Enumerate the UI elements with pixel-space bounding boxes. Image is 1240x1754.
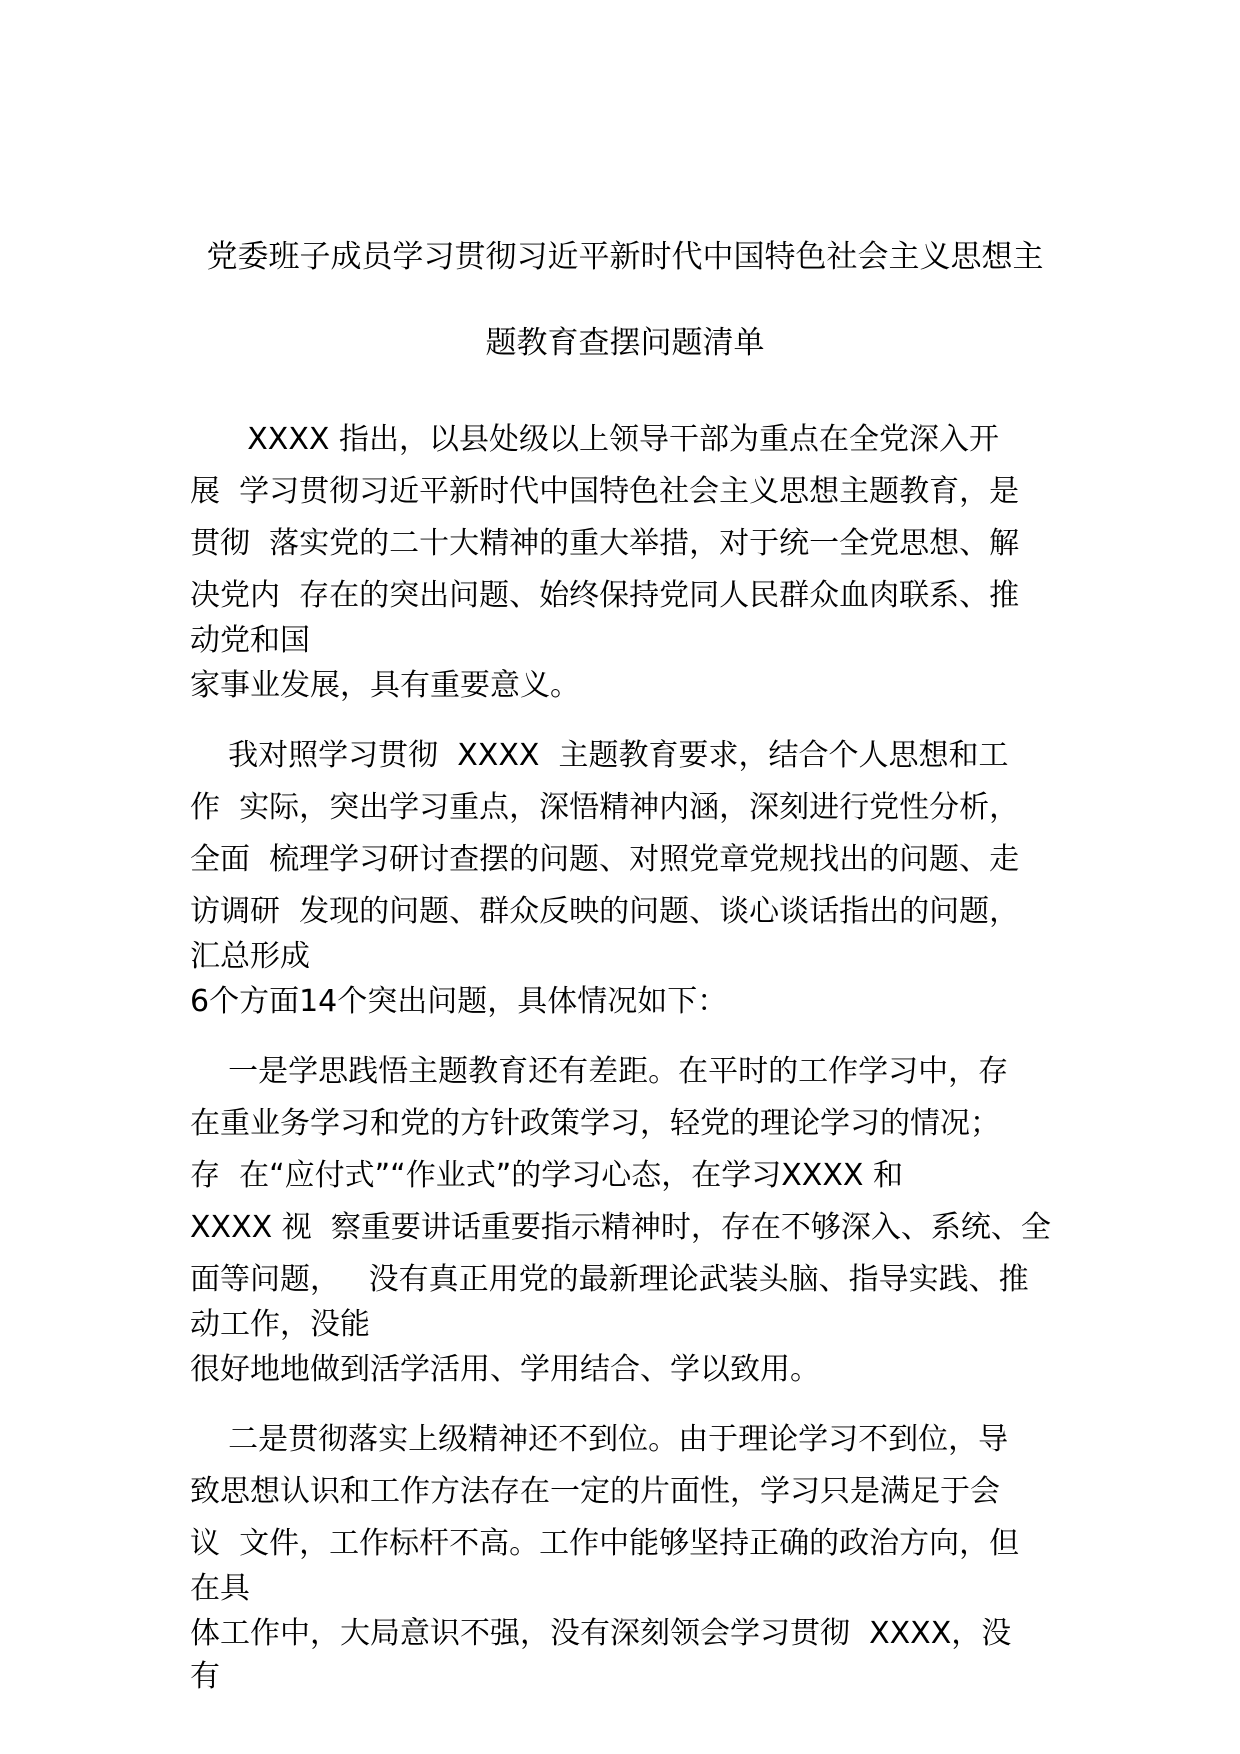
text-line: 全面 梳理学习研讨查摆的问题、对照党章党规找出的问题、走	[190, 842, 1020, 877]
text-line: 我对照学习贯彻 XXXX 主题教育要求，结合个人思想和工	[190, 738, 1009, 773]
text-line: 面等问题， 没有真正用党的最新理论武装头脑、指导实践、推	[190, 1262, 1029, 1297]
text-line: 在重业务学习和党的方针政策学习，轻党的理论学习的情况；	[190, 1106, 1000, 1141]
text-line: 动工作，没能	[190, 1307, 370, 1342]
title-line-2: 题教育查摆问题清单	[485, 325, 765, 361]
text-line: 在具	[190, 1571, 250, 1606]
text-line: 决党内 存在的突出问题、始终保持党同人民群众血肉联系、推	[190, 578, 1020, 613]
text-line: 议 文件，工作标杆不高。工作中能够坚持正确的政治方向，但	[190, 1526, 1020, 1561]
text-line: 家事业发展，具有重要意义。	[190, 668, 580, 703]
text-line: 很好地地做到活学活用、学用结合、学以致用。	[190, 1352, 820, 1387]
text-line: 访调研 发现的问题、群众反映的问题、谈心谈话指出的问题，	[190, 894, 1020, 929]
text-line: XXXX 指出，以县处级以上领导干部为重点在全党深入开	[190, 422, 999, 457]
document-body	[190, 414, 1070, 1712]
text-line: 存 在“应付式”“作业式”的学习心态，在学习XXXX 和	[190, 1158, 903, 1193]
text-line: 二是贯彻落实上级精神还不到位。由于理论学习不到位，导	[190, 1422, 1009, 1457]
text-line: 动党和国	[190, 623, 310, 658]
text-line: 贯彻 落实党的二十大精神的重大举措，对于统一全党思想、解	[190, 526, 1020, 561]
text-line: 致思想认识和工作方法存在一定的片面性，学习只是满足于会	[190, 1474, 1000, 1509]
text-line: 6个方面14个突出问题，具体情况如下：	[190, 984, 728, 1019]
text-line: 一是学思践悟主题教育还有差距。在平时的工作学习中，存	[190, 1054, 1009, 1089]
text-line: 汇总形成	[190, 939, 310, 974]
document-title	[190, 214, 1060, 386]
text-line: 展 学习贯彻习近平新时代中国特色社会主义思想主题教育，是	[190, 474, 1020, 509]
paragraph-1	[190, 414, 1070, 712]
paragraph-2	[190, 730, 1070, 1028]
text-line: 作 实际，突出学习重点，深悟精神内涵，深刻进行党性分析，	[190, 790, 1020, 825]
text-line: XXXX 视 察重要讲话重要指示精神时，存在不够深入、系统、全	[190, 1210, 1051, 1245]
paragraph-4	[190, 1414, 1070, 1694]
paragraph-3	[190, 1046, 1070, 1396]
text-line: 有	[190, 1659, 220, 1694]
title-line-1: 党委班子成员学习贯彻习近平新时代中国特色社会主义思想主	[206, 239, 1044, 275]
text-line: 体工作中，大局意识不强，没有深刻领会学习贯彻 XXXX，没	[190, 1616, 1012, 1651]
